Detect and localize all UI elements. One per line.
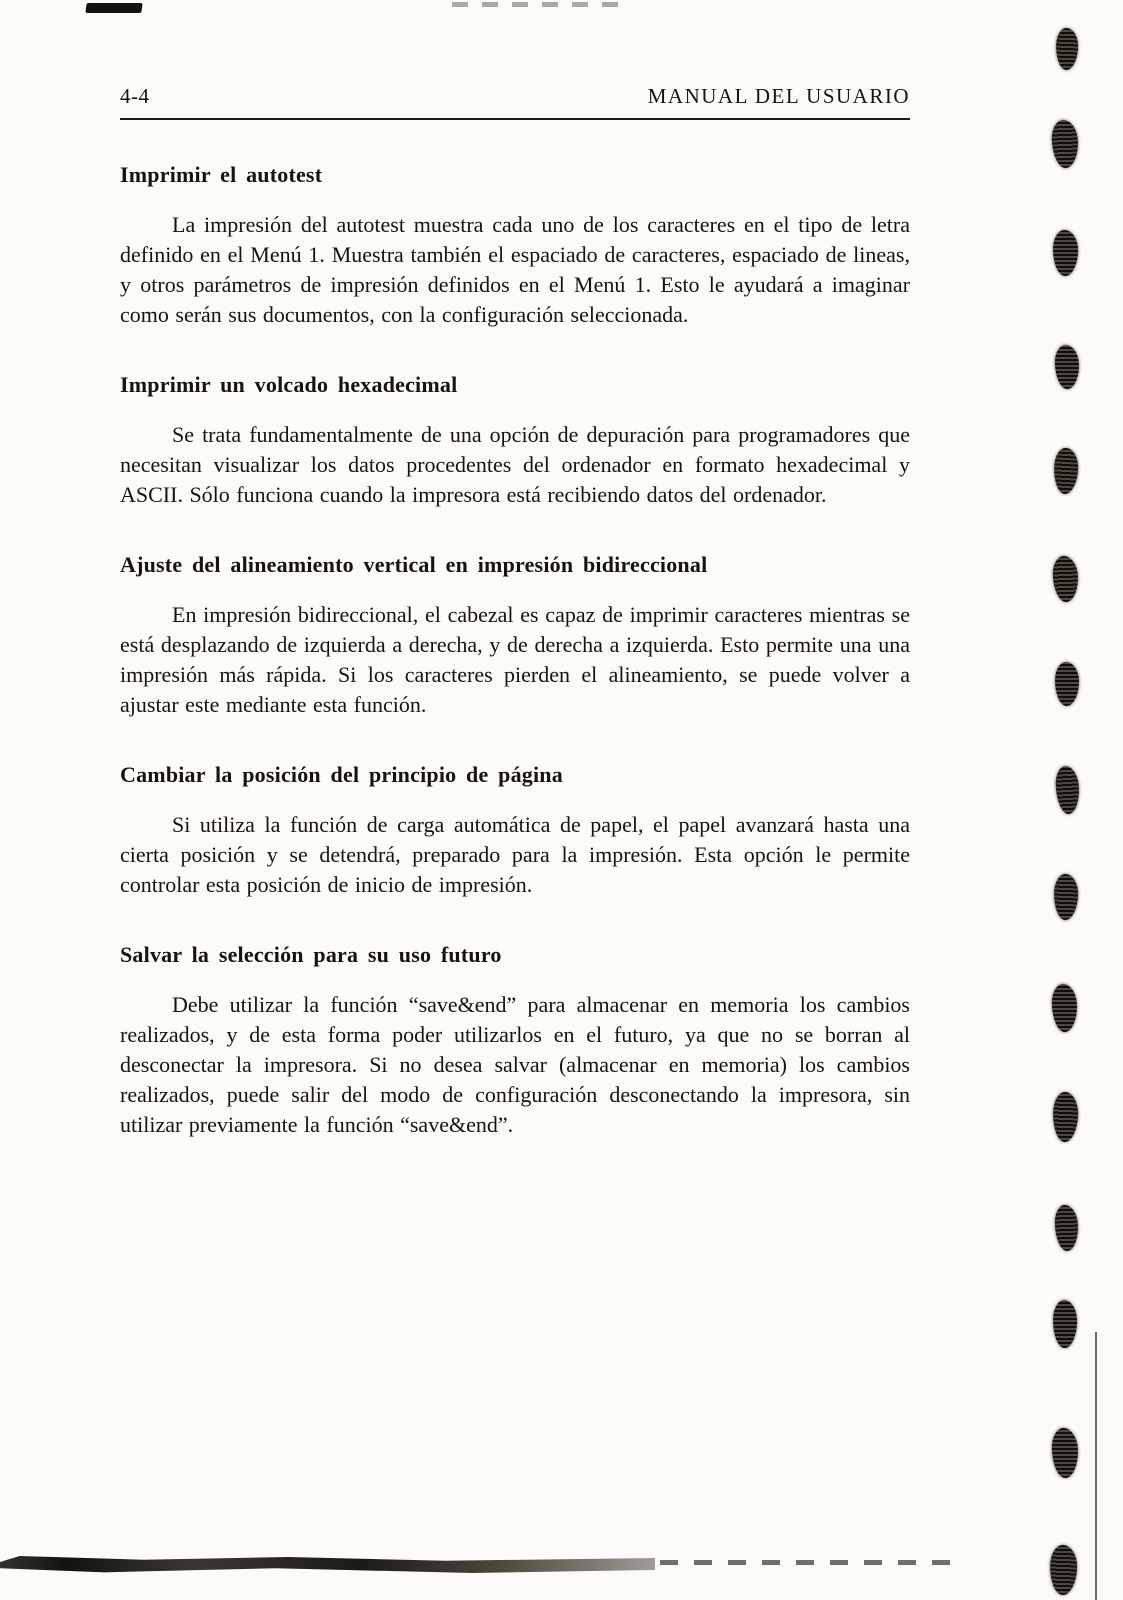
section-body: Se trata fundamentalmente de una opción de depuración para programadores que necesitan visualizar los datos procedentes del ordenador en formato hexadecimal y ASCII. Sólo funciona cuando la impresora está recibiendo datos del ordenador. <box>120 422 910 507</box>
section-body: Si utiliza la función de carga automática de papel, el papel avanzará hasta una cierta posición y se detendrá, preparado para la impresión. Esta opción le permite controlar esta posición de inicio de impresión. <box>120 812 910 897</box>
scan-artifact-binding-mark <box>1055 765 1080 814</box>
scan-artifact-bottom-band <box>0 1556 655 1573</box>
section-volcado-hexadecimal <box>120 372 910 510</box>
scan-artifact-binding-mark <box>1049 1545 1078 1596</box>
scan-artifact-binding-mark <box>1054 1205 1079 1252</box>
scan-artifact-binding-mark <box>1053 447 1079 494</box>
scan-artifact-binding-mark <box>1051 120 1079 169</box>
header-title: MANUAL DEL USUARIO <box>647 84 910 108</box>
scan-artifact-binding-mark <box>1055 28 1078 71</box>
scan-artifact-binding-mark <box>1053 874 1079 921</box>
section-heading: Cambiar la posición del principio de página <box>120 762 563 787</box>
scan-artifact-binding-mark <box>1052 556 1079 603</box>
section-body: En impresión bidireccional, el cabezal es capaz de imprimir caracteres mientras se está desplazando de izquierda a derecha, y de derecha a izquierda. Esto permite una una impresión más rápida. Si los caracteres pierden el alineamiento, se puede volver a ajustar este mediante esta función. <box>120 602 910 717</box>
scan-artifact-binding-mark <box>1055 345 1080 389</box>
page-header <box>120 84 910 120</box>
scan-artifact-binding-mark <box>1052 1428 1079 1478</box>
section-heading: Imprimir un volcado hexadecimal <box>120 372 458 397</box>
scan-artifact-edge-line <box>1095 1332 1097 1600</box>
scan-artifact-top-center <box>452 2 620 7</box>
scan-artifact-bottom-dashes <box>660 1560 960 1565</box>
page-number: 4-4 <box>120 84 150 108</box>
scan-artifact-binding-mark <box>1053 230 1079 276</box>
scan-artifact-binding-mark <box>1055 662 1080 706</box>
section-salvar-seleccion <box>120 942 910 1140</box>
section-heading: Salvar la selección para su uso futuro <box>120 942 502 967</box>
scan-artifact-binding-mark <box>1053 1300 1078 1348</box>
section-principio-pagina <box>120 762 910 900</box>
section-heading: Imprimir el autotest <box>120 162 323 187</box>
section-body: La impresión del autotest muestra cada uno de los caracteres en el tipo de letra definido en el Menú 1. Muestra también el espaciado de caracteres, espaciado de lineas, y otros parámetros de impresión definidos en el Menú 1. Esto le ayudará a imaginar como serán sus documentos, con la configuración seleccionada. <box>120 212 910 327</box>
scan-artifact-binding-mark <box>1052 984 1078 1032</box>
section-body: Debe utilizar la función “save&end” para almacenar en memoria los cambios realizados, y de esta forma poder utilizarlos en el futuro, ya que no se borran al desconectar la impresora. Si no desea salvar (almacenar en memoria) los cambios realizados, puede salir del modo de configuración desconectando la impresora, sin utilizar previamente la función “save&end”. <box>120 992 910 1137</box>
section-imprimir-autotest <box>120 162 910 330</box>
scan-artifact-top-left <box>85 3 142 13</box>
section-heading: Ajuste del alineamiento vertical en impresión bidireccional <box>120 552 708 577</box>
scan-artifact-binding-mark <box>1052 1092 1079 1143</box>
page-content <box>120 84 910 1140</box>
section-alineamiento-vertical <box>120 552 910 720</box>
